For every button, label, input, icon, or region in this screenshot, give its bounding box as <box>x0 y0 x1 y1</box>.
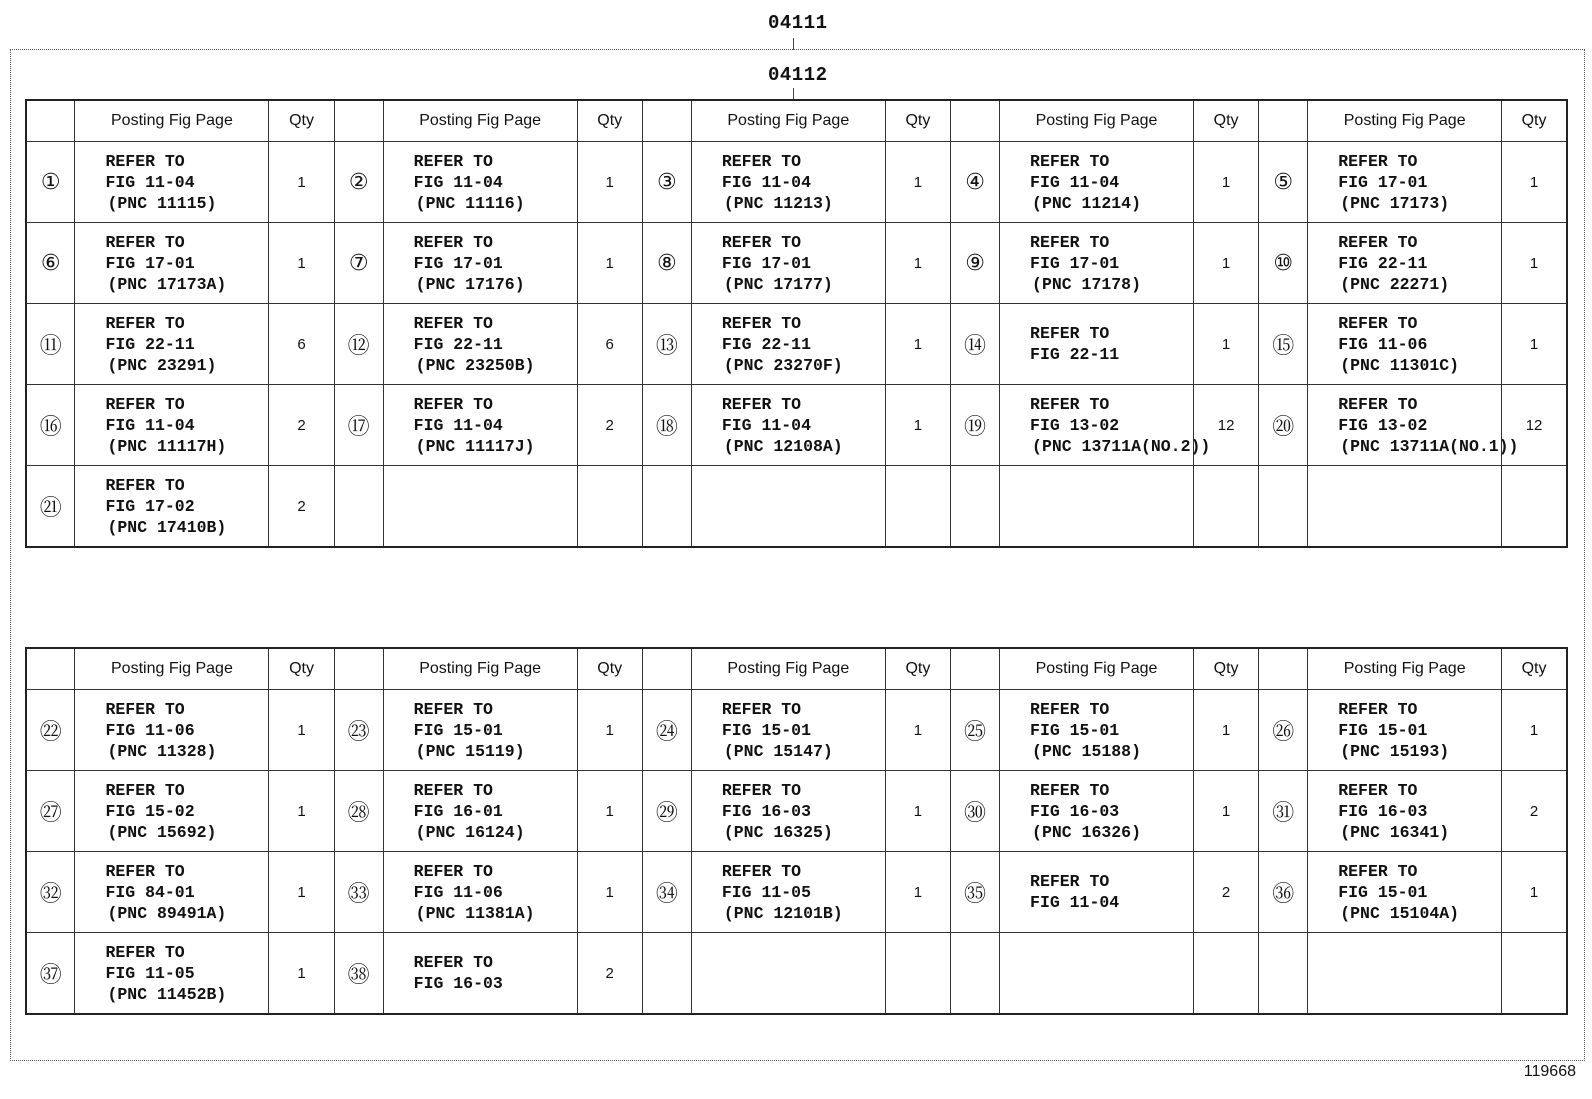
quantity: 1 <box>269 852 334 933</box>
fig-page: FIG 11-04 <box>721 415 811 435</box>
refer-label: REFER TO <box>105 861 185 881</box>
item-number: ㉚ <box>951 771 1000 852</box>
pnc-code: (PNC 11301C) <box>1340 355 1460 375</box>
pnc-code: (PNC 22271) <box>1340 274 1450 294</box>
pnc-code: (PNC 15119) <box>415 741 525 761</box>
pnc-code: (PNC 11214) <box>1032 193 1141 213</box>
header-number <box>642 648 691 690</box>
quantity: 1 <box>1502 852 1567 933</box>
fig-reference <box>75 304 269 385</box>
header-fig: Posting Fig Page <box>75 100 269 142</box>
fig-reference <box>691 142 885 223</box>
item-number: ㉝ <box>334 852 383 933</box>
item-number: ⑮ <box>1259 304 1308 385</box>
header-fig: Posting Fig Page <box>1000 648 1194 690</box>
assembly-code: 04111 <box>768 12 828 34</box>
fig-reference <box>691 690 885 771</box>
fig-page: FIG 22-11 <box>413 334 503 354</box>
fig-page: FIG 17-01 <box>105 253 195 273</box>
pnc-code: (PNC 17173) <box>1340 193 1450 213</box>
fig-page: FIG 16-03 <box>1030 801 1120 821</box>
table-body <box>26 142 1567 548</box>
quantity: 1 <box>577 142 642 223</box>
fig-page: FIG 16-03 <box>413 974 503 993</box>
item-number: ㉞ <box>642 852 691 933</box>
quantity: 1 <box>885 142 950 223</box>
quantity <box>885 466 950 548</box>
quantity <box>1502 933 1567 1015</box>
refer-label: REFER TO <box>1338 313 1418 333</box>
refer-label: REFER TO <box>1338 861 1418 881</box>
header-number <box>334 100 383 142</box>
fig-reference <box>1308 142 1502 223</box>
fig-page: FIG 17-02 <box>105 496 195 516</box>
pnc-code: (PNC 13711A(NO.2)) <box>1032 436 1211 456</box>
item-number: ⑨ <box>951 223 1000 304</box>
pnc-code: (PNC 17410B) <box>107 517 227 537</box>
item-number: ㉘ <box>334 771 383 852</box>
quantity: 1 <box>1193 304 1258 385</box>
fig-page: FIG 84-01 <box>105 882 195 902</box>
fig-reference <box>383 142 577 223</box>
refer-label: REFER TO <box>1030 699 1110 719</box>
pnc-code: (PNC 11213) <box>723 193 833 213</box>
item-number: ③ <box>642 142 691 223</box>
fig-reference <box>1000 690 1194 771</box>
item-number <box>642 466 691 548</box>
item-number: ⑦ <box>334 223 383 304</box>
quantity: 2 <box>1502 771 1567 852</box>
pnc-code: (PNC 15193) <box>1340 741 1450 761</box>
quantity: 1 <box>269 690 334 771</box>
quantity: 2 <box>577 933 642 1015</box>
fig-page: FIG 11-04 <box>1030 893 1120 912</box>
quantity: 1 <box>885 852 950 933</box>
fig-page: FIG 11-04 <box>1030 172 1120 192</box>
pnc-code: (PNC 12101B) <box>723 903 843 923</box>
refer-label: REFER TO <box>413 953 493 972</box>
table-row <box>26 771 1567 852</box>
header-number <box>951 100 1000 142</box>
fig-reference <box>1000 385 1211 466</box>
item-number: ⑬ <box>642 304 691 385</box>
fig-reference <box>1308 223 1502 304</box>
reference-table-2 <box>25 647 1568 1015</box>
fig-reference <box>75 466 269 548</box>
fig-page: FIG 15-01 <box>1338 882 1428 902</box>
refer-label: REFER TO <box>721 151 802 171</box>
refer-label: REFER TO <box>413 394 493 414</box>
refer-label: REFER TO <box>105 313 185 333</box>
pnc-code: (PNC 16326) <box>1032 822 1141 842</box>
quantity: 1 <box>885 223 950 304</box>
quantity: 12 <box>1193 385 1258 466</box>
pnc-code: (PNC 16325) <box>723 822 833 842</box>
fig-reference <box>75 771 269 852</box>
quantity: 1 <box>577 771 642 852</box>
fig-page: FIG 11-05 <box>721 882 811 902</box>
item-number: ⑥ <box>26 223 75 304</box>
item-number: ⑪ <box>26 304 75 385</box>
item-number: ⑫ <box>334 304 383 385</box>
fig-page: FIG 15-01 <box>1338 720 1428 740</box>
header-fig: Posting Fig Page <box>1308 100 1502 142</box>
pnc-code: (PNC 11328) <box>107 741 217 761</box>
header-qty: Qty <box>1193 648 1258 690</box>
quantity: 1 <box>1193 223 1258 304</box>
table-row <box>26 304 1567 385</box>
refer-label: REFER TO <box>413 313 493 333</box>
header-number <box>1259 648 1308 690</box>
header-fig: Posting Fig Page <box>691 100 885 142</box>
fig-page: FIG 13-02 <box>1030 415 1120 435</box>
refer-label: REFER TO <box>721 232 802 252</box>
quantity <box>1193 466 1258 548</box>
header-fig: Posting Fig Page <box>383 648 577 690</box>
refer-label: REFER TO <box>105 232 185 252</box>
fig-page: FIG 11-04 <box>721 172 811 192</box>
item-number: ㊳ <box>334 933 383 1015</box>
quantity: 6 <box>269 304 334 385</box>
header-number <box>334 648 383 690</box>
item-number: ⑭ <box>951 304 1000 385</box>
header-qty: Qty <box>1502 648 1567 690</box>
quantity: 1 <box>885 304 950 385</box>
pnc-code: (PNC 15147) <box>723 741 833 761</box>
quantity: 1 <box>577 852 642 933</box>
pnc-code: (PNC 11117H) <box>107 436 227 456</box>
fig-reference <box>1000 304 1194 385</box>
item-number: ⑳ <box>1259 385 1308 466</box>
fig-reference <box>75 223 269 304</box>
pnc-code: (PNC 23250B) <box>415 355 535 375</box>
refer-label: REFER TO <box>1030 872 1110 891</box>
fig-reference <box>383 771 577 852</box>
refer-label: REFER TO <box>721 861 802 881</box>
item-number: ㉟ <box>951 852 1000 933</box>
refer-label: REFER TO <box>721 780 802 800</box>
fig-reference <box>383 690 577 771</box>
header-qty: Qty <box>1502 100 1567 142</box>
item-number: ㊲ <box>26 933 75 1015</box>
quantity <box>1502 466 1567 548</box>
item-number <box>1259 933 1308 1015</box>
quantity: 6 <box>577 304 642 385</box>
item-number: ㉑ <box>26 466 75 548</box>
pnc-code: (PNC 16341) <box>1340 822 1450 842</box>
table-row <box>26 466 1567 548</box>
item-number <box>1259 466 1308 548</box>
fig-reference <box>1000 933 1194 1015</box>
item-number: ⑧ <box>642 223 691 304</box>
table-header <box>26 648 1567 690</box>
fig-page: FIG 15-01 <box>721 720 811 740</box>
quantity: 12 <box>1502 385 1567 466</box>
refer-label: REFER TO <box>413 699 493 719</box>
item-number: ⑲ <box>951 385 1000 466</box>
refer-label: REFER TO <box>1030 780 1110 800</box>
refer-label: REFER TO <box>1338 151 1418 171</box>
fig-page: FIG 22-11 <box>1338 253 1428 273</box>
fig-page: FIG 22-11 <box>105 334 195 354</box>
quantity: 1 <box>269 933 334 1015</box>
fig-reference <box>383 304 577 385</box>
fig-reference <box>1308 466 1502 548</box>
fig-reference <box>75 852 269 933</box>
quantity: 1 <box>1502 690 1567 771</box>
item-number: ⑱ <box>642 385 691 466</box>
quantity: 1 <box>885 690 950 771</box>
fig-reference <box>75 385 269 466</box>
pnc-code: (PNC 23291) <box>107 355 217 375</box>
table-row <box>26 852 1567 933</box>
refer-label: REFER TO <box>105 475 185 495</box>
quantity <box>1193 933 1258 1015</box>
fig-page: FIG 11-04 <box>413 415 503 435</box>
fig-reference <box>1000 771 1194 852</box>
fig-page: FIG 17-01 <box>413 253 503 273</box>
header-fig: Posting Fig Page <box>1308 648 1502 690</box>
fig-reference <box>691 223 885 304</box>
header-qty: Qty <box>885 100 950 142</box>
fig-page: FIG 11-06 <box>105 720 195 740</box>
header-number <box>1259 100 1308 142</box>
pnc-code: (PNC 15188) <box>1032 741 1141 761</box>
fig-reference <box>383 223 577 304</box>
fig-page: FIG 17-01 <box>1030 253 1120 273</box>
item-number: ㉛ <box>1259 771 1308 852</box>
quantity: 1 <box>1193 690 1258 771</box>
refer-label: REFER TO <box>413 780 493 800</box>
item-number: ⑯ <box>26 385 75 466</box>
fig-page: FIG 16-01 <box>413 801 503 821</box>
quantity: 2 <box>269 385 334 466</box>
table-row <box>26 933 1567 1015</box>
fig-reference <box>383 466 577 548</box>
header-fig: Posting Fig Page <box>1000 100 1194 142</box>
fig-page: FIG 11-06 <box>1338 334 1428 354</box>
item-number: ④ <box>951 142 1000 223</box>
refer-label: REFER TO <box>105 699 185 719</box>
quantity: 2 <box>577 385 642 466</box>
item-number: ㉙ <box>642 771 691 852</box>
item-number <box>642 933 691 1015</box>
fig-reference <box>1308 304 1502 385</box>
pnc-code: (PNC 15692) <box>107 822 217 842</box>
quantity: 1 <box>1502 304 1567 385</box>
refer-label: REFER TO <box>1338 394 1418 414</box>
fig-reference <box>75 142 269 223</box>
header-fig: Posting Fig Page <box>383 100 577 142</box>
header-qty: Qty <box>577 648 642 690</box>
refer-label: REFER TO <box>1030 324 1110 343</box>
fig-page: FIG 17-01 <box>721 253 811 273</box>
fig-page: FIG 11-04 <box>105 415 195 435</box>
header-qty: Qty <box>269 648 334 690</box>
pnc-code: (PNC 17178) <box>1032 274 1141 294</box>
fig-page: FIG 13-02 <box>1338 415 1428 435</box>
fig-reference <box>383 933 577 1015</box>
pnc-code: (PNC 23270F) <box>723 355 843 375</box>
quantity: 1 <box>269 771 334 852</box>
quantity: 2 <box>269 466 334 548</box>
refer-label: REFER TO <box>1338 699 1418 719</box>
item-number: ① <box>26 142 75 223</box>
table-row <box>26 385 1567 466</box>
item-number: ㉕ <box>951 690 1000 771</box>
quantity: 2 <box>1193 852 1258 933</box>
quantity: 1 <box>1502 223 1567 304</box>
item-number: ㉜ <box>26 852 75 933</box>
header-fig: Posting Fig Page <box>691 648 885 690</box>
fig-reference <box>383 852 577 933</box>
item-number <box>334 466 383 548</box>
pnc-code: (PNC 15104A) <box>1340 903 1460 923</box>
table-row <box>26 690 1567 771</box>
fig-page: FIG 11-04 <box>413 172 503 192</box>
quantity: 1 <box>885 771 950 852</box>
quantity: 1 <box>269 223 334 304</box>
fig-reference <box>1308 690 1502 771</box>
refer-label: REFER TO <box>105 942 185 962</box>
fig-reference <box>383 385 577 466</box>
refer-label: REFER TO <box>1338 232 1418 252</box>
fig-reference <box>1308 852 1502 933</box>
fig-page: FIG 16-03 <box>1338 801 1428 821</box>
pnc-code: (PNC 16124) <box>415 822 525 842</box>
header-fig: Posting Fig Page <box>75 648 269 690</box>
item-number: ⑰ <box>334 385 383 466</box>
item-number: ② <box>334 142 383 223</box>
quantity: 1 <box>269 142 334 223</box>
table-header <box>26 100 1567 142</box>
item-number <box>951 466 1000 548</box>
item-number: ㉗ <box>26 771 75 852</box>
header-qty: Qty <box>269 100 334 142</box>
quantity: 1 <box>577 690 642 771</box>
fig-reference <box>1000 142 1194 223</box>
pnc-code: (PNC 12108A) <box>723 436 843 456</box>
fig-reference <box>1308 933 1502 1015</box>
refer-label: REFER TO <box>1338 780 1418 800</box>
fig-page: FIG 22-11 <box>1030 345 1120 364</box>
refer-label: REFER TO <box>721 394 802 414</box>
header-number <box>26 100 75 142</box>
fig-page: FIG 11-06 <box>413 882 503 902</box>
table-row <box>26 223 1567 304</box>
sub-assembly-code: 04112 <box>768 64 828 86</box>
refer-label: REFER TO <box>413 861 493 881</box>
refer-label: REFER TO <box>105 780 185 800</box>
header-qty: Qty <box>1193 100 1258 142</box>
quantity <box>577 466 642 548</box>
quantity <box>885 933 950 1015</box>
fig-reference <box>1000 223 1194 304</box>
item-number: ㊱ <box>1259 852 1308 933</box>
refer-label: REFER TO <box>413 232 493 252</box>
reference-table-1 <box>25 99 1568 548</box>
refer-label: REFER TO <box>105 394 185 414</box>
fig-reference <box>1000 466 1194 548</box>
pnc-code: (PNC 17173A) <box>107 274 227 294</box>
refer-label: REFER TO <box>721 699 802 719</box>
quantity: 1 <box>885 385 950 466</box>
fig-reference <box>691 933 885 1015</box>
item-number <box>951 933 1000 1015</box>
header-number <box>642 100 691 142</box>
fig-page: FIG 15-01 <box>413 720 503 740</box>
fig-reference <box>1308 385 1519 466</box>
pnc-code: (PNC 11115) <box>107 193 217 213</box>
fig-page: FIG 16-03 <box>721 801 811 821</box>
fig-page: FIG 15-01 <box>1030 720 1120 740</box>
fig-reference <box>1308 771 1502 852</box>
pnc-code: (PNC 11117J) <box>415 436 535 456</box>
refer-label: REFER TO <box>721 313 802 333</box>
item-number: ⑩ <box>1259 223 1308 304</box>
refer-label: REFER TO <box>1030 394 1110 414</box>
refer-label: REFER TO <box>413 151 493 171</box>
item-number: ⑤ <box>1259 142 1308 223</box>
header-number <box>951 648 1000 690</box>
item-number: ㉖ <box>1259 690 1308 771</box>
header-qty: Qty <box>577 100 642 142</box>
pnc-code: (PNC 11452B) <box>107 984 227 1004</box>
pnc-code: (PNC 11116) <box>415 193 525 213</box>
refer-label: REFER TO <box>105 151 185 171</box>
pnc-code: (PNC 89491A) <box>107 903 227 923</box>
header-number <box>26 648 75 690</box>
illustration-number: 119668 <box>1523 1063 1576 1080</box>
fig-page: FIG 11-05 <box>105 963 195 983</box>
quantity: 1 <box>1193 142 1258 223</box>
header-qty: Qty <box>885 648 950 690</box>
fig-reference <box>691 466 885 548</box>
refer-label: REFER TO <box>1030 151 1110 171</box>
table-body <box>26 690 1567 1015</box>
table-row <box>26 142 1567 223</box>
fig-reference <box>691 771 885 852</box>
fig-page: FIG 17-01 <box>1338 172 1428 192</box>
fig-reference <box>691 852 885 933</box>
refer-label: REFER TO <box>1030 232 1110 252</box>
fig-page: FIG 15-02 <box>105 801 195 821</box>
fig-reference <box>691 385 885 466</box>
pnc-code: (PNC 11381A) <box>415 903 535 923</box>
pnc-code: (PNC 17177) <box>723 274 833 294</box>
fig-reference <box>75 933 269 1015</box>
pnc-code: (PNC 17176) <box>415 274 525 294</box>
item-number: ㉔ <box>642 690 691 771</box>
item-number: ㉒ <box>26 690 75 771</box>
fig-page: FIG 11-04 <box>105 172 195 192</box>
fig-reference <box>691 304 885 385</box>
fig-reference <box>1000 852 1194 933</box>
fig-page: FIG 22-11 <box>721 334 811 354</box>
quantity: 1 <box>1502 142 1567 223</box>
quantity: 1 <box>577 223 642 304</box>
item-number: ㉓ <box>334 690 383 771</box>
quantity: 1 <box>1193 771 1258 852</box>
pnc-code: (PNC 13711A(NO.1)) <box>1340 436 1519 456</box>
fig-reference <box>75 690 269 771</box>
